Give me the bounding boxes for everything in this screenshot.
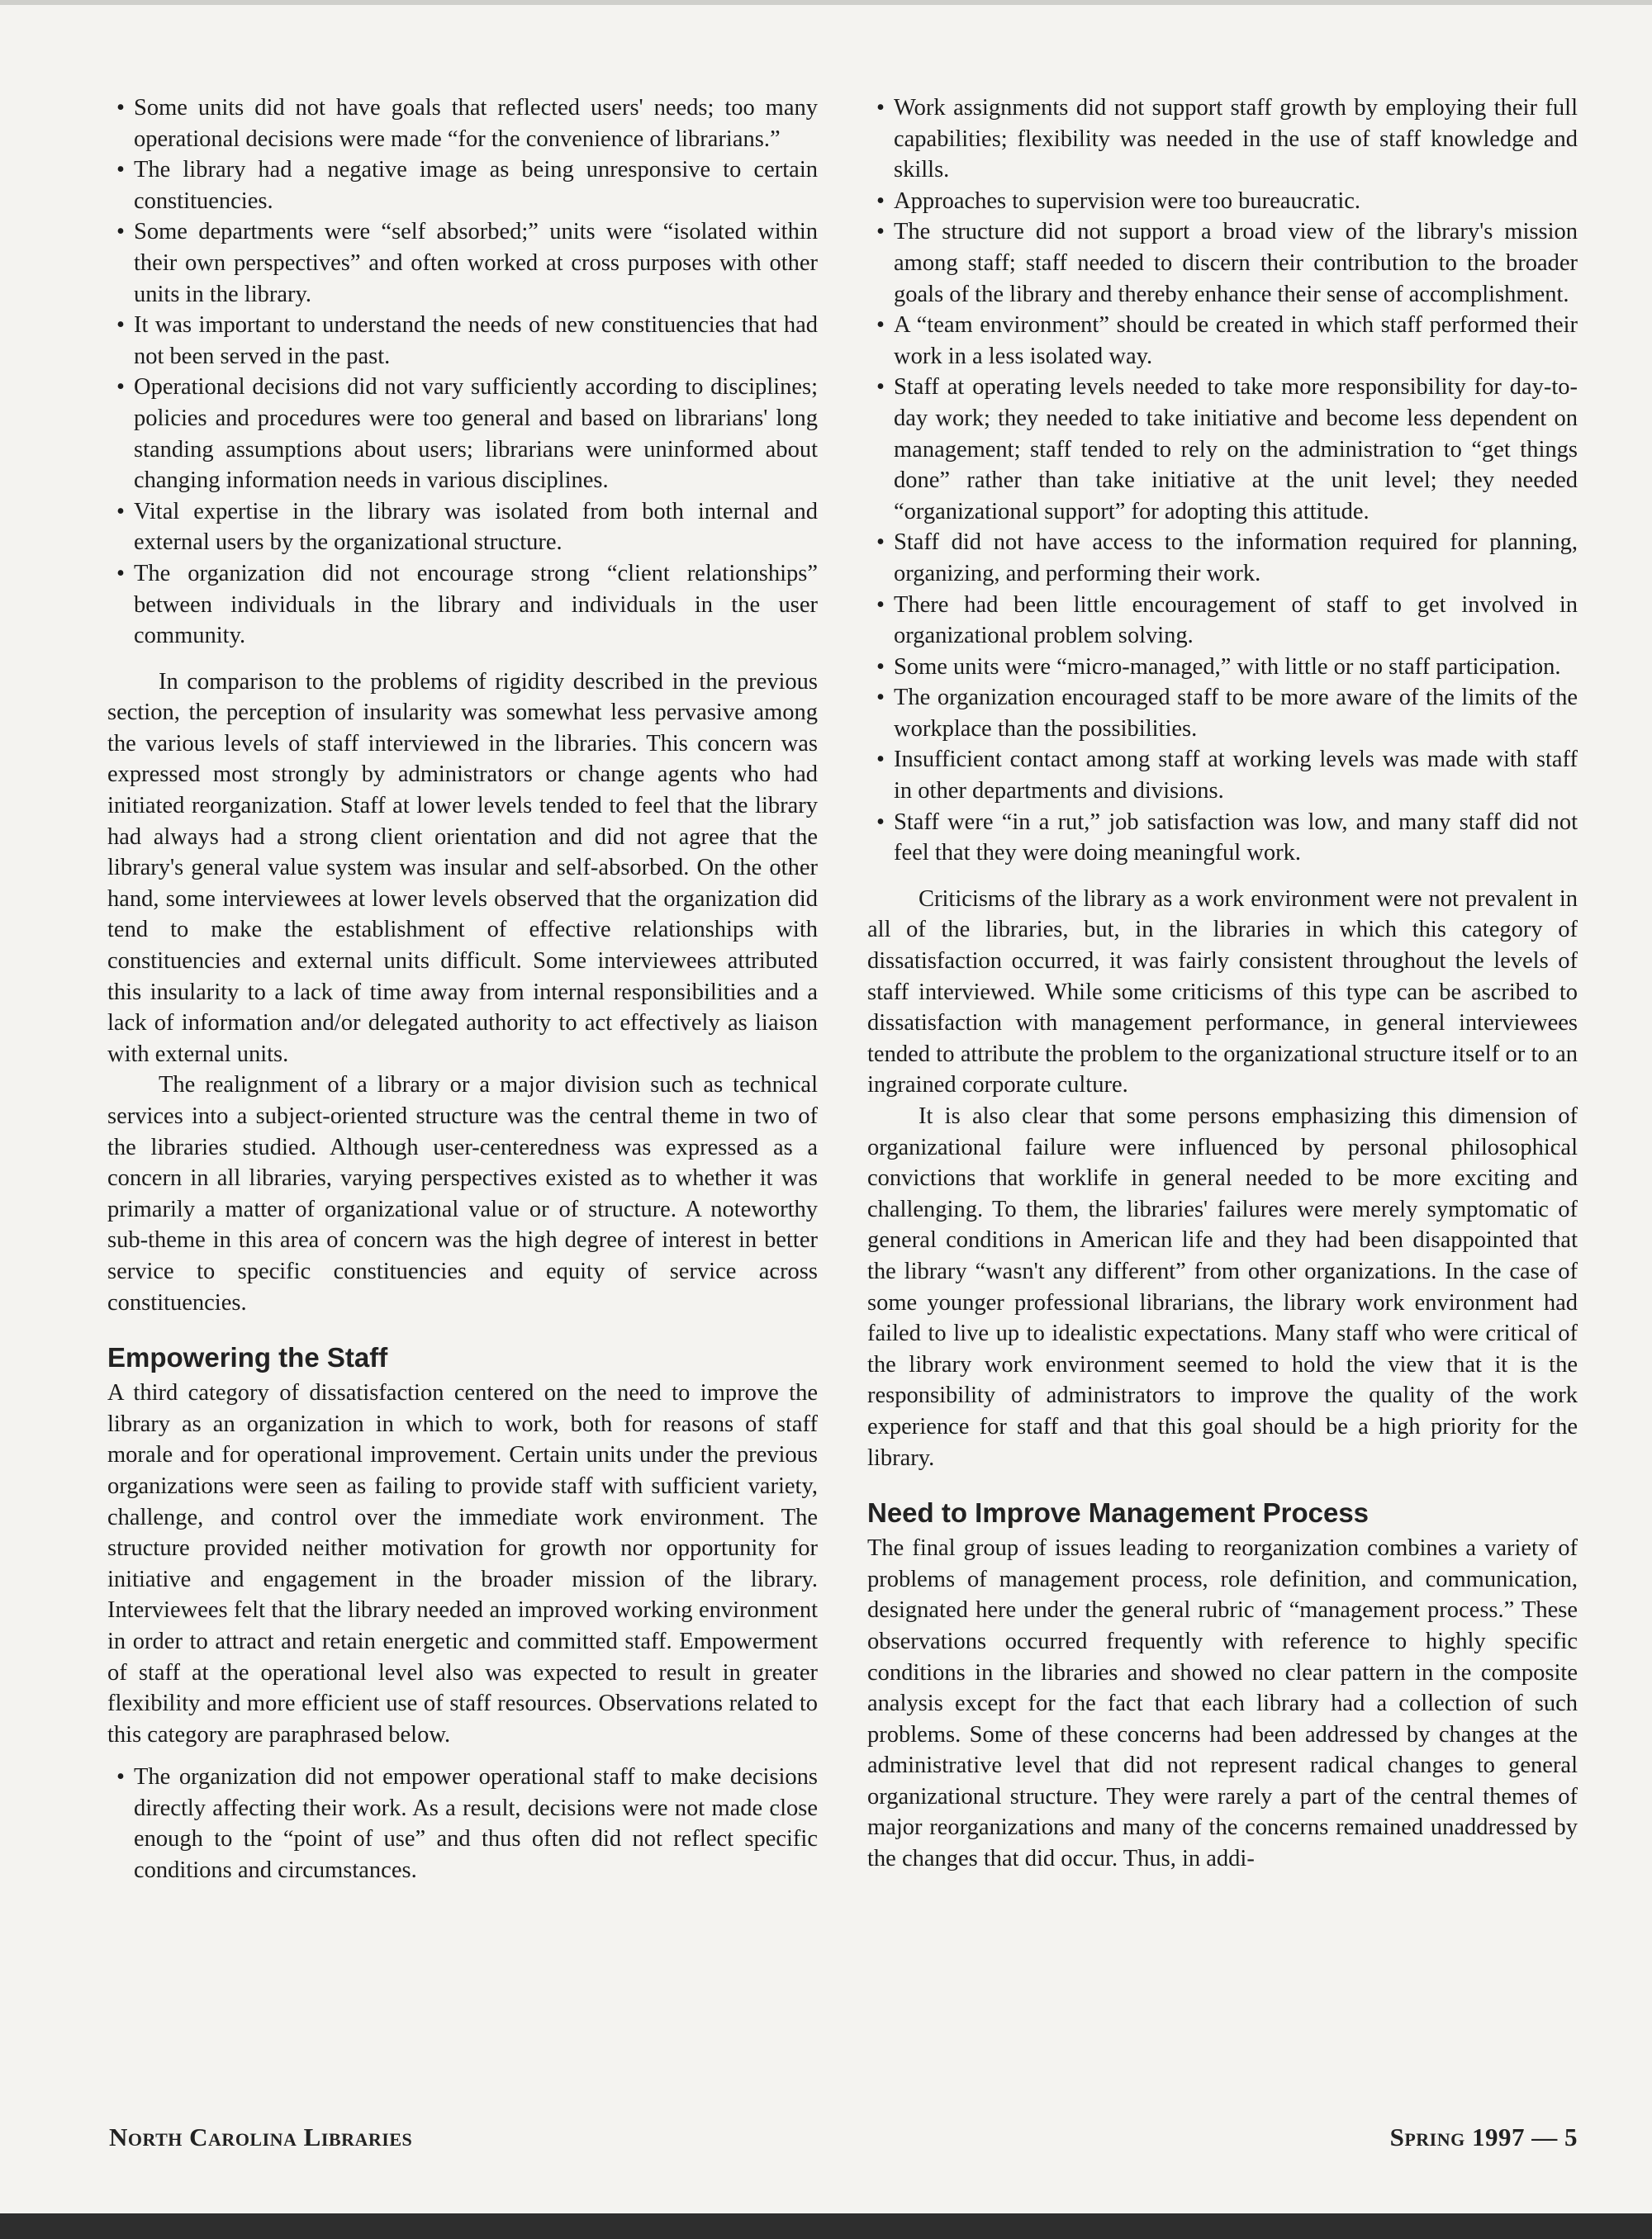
bullet-icon: • <box>876 219 885 245</box>
list-item: • Some units did not have goals that reflected users' needs; too many operational decisions were made “for the convenience of librarians.” <box>107 93 818 154</box>
list-item: • Operational decisions did not vary sufficiently according to disciplines; policies and procedures were too general and based on librarians' long standing assumptions about users; librarians were uninformed about changing information needs in various disciplines. <box>107 372 818 496</box>
list-item: • Vital expertise in the library was isolated from both internal and external users by the organizational structure. <box>107 496 818 558</box>
bullet-icon: • <box>116 219 125 245</box>
list-item: • The structure did not support a broad view of the library's mission among staff; staff needed to discern their contribution to the broader goals of the library and thereby enhance their sense of accomplishment. <box>867 216 1578 310</box>
bullet-icon: • <box>876 312 885 339</box>
list-item: • The organization did not encourage strong “client relationships” between individuals in the library and individuals in the user community. <box>107 558 818 652</box>
list-item: • The library had a negative image as being unresponsive to certain constituencies. <box>107 154 818 216</box>
body-paragraph: The final group of issues leading to reorganization combines a variety of problems of management process, role definition, and communication, designated here under the general rubric of “management process.” These observations occurred frequently with reference to highly specific conditions in the libraries and showed no clear pattern in the composite analysis except for the fact that each library had a collection of such problems. Some of these concerns had been addressed by changes at the administrative level that did not represent radical changes to general organizational structure. They were rarely a part of the central themes of major reorganizations and many of the concerns remained unaddressed by the changes that did occur. Thus, in addi- <box>867 1535 1578 1872</box>
list-item: • It was important to understand the needs of new constituencies that had not been served in the past. <box>107 310 818 372</box>
list-item: • Staff were “in a rut,” job satisfaction was low, and many staff did not feel that they were doing meaningful work. <box>867 807 1578 869</box>
list-item: • Staff at operating levels needed to take more responsibility for day-to-day work; they needed to take initiative and become less dependent on management; staff tended to rely on the administration to “get things done” rather than take initiative at the unit level; they needed “organizational support” for adopting this attitude. <box>867 372 1578 527</box>
bullet-icon: • <box>116 560 125 586</box>
bullet-icon: • <box>876 374 885 401</box>
bullet-icon: • <box>116 95 125 121</box>
footer-journal-name: North Carolina Libraries <box>109 2123 413 2151</box>
body-paragraph: The realignment of a library or a major division such as technical services into a subject-oriented structure was the central theme in two of the libraries studied. Although user-centeredness was expressed as a concern in all libraries, varying perspectives existed as to whether it was primarily a matter of organizational value or of structure. A noteworthy sub-theme in this area of concern was the high degree of interest in better service to specific constituencies and equity of service across constituencies. <box>107 1072 818 1316</box>
bullet-icon: • <box>876 591 885 618</box>
body-paragraph: Criticisms of the library as a work environment were not prevalent in all of the libraries, but, in the libraries in which this category of dissatisfaction occurred, it was fairly consistent throughout the levels of staff interviewed. While some criticisms of this type can be ascribed to dissatisfaction with management performance, in general interviewees tended to attribute the problem to the organizational structure itself or to an ingrained corporate culture. <box>867 885 1578 1098</box>
bullet-icon: • <box>116 498 125 524</box>
bullet-icon: • <box>116 374 125 401</box>
list-item: • The organization encouraged staff to be more aware of the limits of the workplace than the possibilities. <box>867 682 1578 744</box>
list-item: • Insufficient contact among staff at working levels was made with staff in other departments and divisions. <box>867 744 1578 806</box>
bullet-icon: • <box>876 653 885 680</box>
bullet-icon: • <box>876 747 885 773</box>
list-item: • A “team environment” should be created in which staff performed their work in a less isolated way. <box>867 310 1578 372</box>
scan-bottom-edge <box>0 2213 1652 2239</box>
bullet-icon: • <box>876 187 885 214</box>
bullet-icon: • <box>876 529 885 556</box>
body-paragraph: It is also clear that some persons emphasizing this dimension of organizational failure were influenced by personal philosophical convictions that worklife in general needed to be more exciting and challenging. To them, the libraries' failures were merely symptomatic of general conditions in American life and they had been disappointed that the library “wasn't any different” from other organizations. In the case of some younger professional librarians, the library work environment had failed to live up to idealistic expectations. Many staff who were critical of the library work environment seemed to hold the view that it is the responsibility of administrators to improve the quality of the work experience for staff and that this goal should be a high priority for the library. <box>867 1103 1578 1471</box>
footer-issue-page: Spring 1997 — 5 <box>1389 2123 1578 2151</box>
bullet-icon: • <box>876 95 885 121</box>
top-edge <box>0 0 1652 5</box>
body-paragraph: A third category of dissatisfaction centered on the need to improve the library as an organization in which to work, both for reasons of staff morale and for operational improvement. Certain units under the previous organizations were seen as failing to provide staff with sufficient variety, challenge, and control over the immediate work environment. The structure provided neither motivation for growth nor opportunity for initiative and engagement in the broader mission of the library. Interviewees felt that the library needed an improved working environment in order to attract and retain energetic and committed staff. Empowerment of staff at the operational level also was expected to result in greater flexibility and more efficient use of staff resources. Observations related to this category are paraphrased below. <box>107 1380 818 1748</box>
bullet-icon: • <box>116 157 125 183</box>
section-heading-empowering: Empowering the Staff <box>107 1342 388 1373</box>
left-column <box>107 93 818 1886</box>
section-heading-management: Need to Improve Management Process <box>867 1497 1370 1529</box>
body-paragraph: In comparison to the problems of rigidity described in the previous section, the perception of insularity was somewhat less pervasive among the various levels of staff interviewed in the libraries. This concern was expressed most strongly by administrators or change agents who had initiated reorganization. Staff at lower levels tended to feel that the library had always had a strong client orientation and did not agree that the library's general value system was insular and self-absorbed. On the other hand, some interviewees at lower levels observed that the organization did tend to make the establishment of effective relationships with constituencies and external units difficult. Some interviewees attributed this insularity to a lack of time away from internal responsibilities and a lack of information and/or delegated authority to act effectively as liaison with external units. <box>107 668 818 1067</box>
list-item: • Approaches to supervision were too bureaucratic. <box>867 186 1578 217</box>
list-item: • Some units were “micro-managed,” with little or no staff participation. <box>867 652 1578 683</box>
right-column <box>867 93 1578 1875</box>
list-item: • Staff did not have access to the information required for planning, organizing, and performing their work. <box>867 527 1578 589</box>
list-item: • The organization did not empower operational staff to make decisions directly affecting their work. As a result, decisions were not made close enough to the “point of use” and thus often did not reflect specific conditions and circumstances. <box>107 1762 818 1886</box>
bullet-icon: • <box>876 685 885 711</box>
bullet-icon: • <box>116 1764 125 1791</box>
bullet-icon: • <box>876 809 885 835</box>
list-item: • Some departments were “self absorbed;” units were “isolated within their own perspectives” and often worked at cross purposes with other units in the library. <box>107 216 818 310</box>
list-item: • Work assignments did not support staff growth by employing their full capabilities; flexibility was needed in the use of staff knowledge and skills. <box>867 93 1578 186</box>
bullet-icon: • <box>116 312 125 339</box>
list-item: • There had been little encouragement of staff to get involved in organizational problem solving. <box>867 590 1578 652</box>
